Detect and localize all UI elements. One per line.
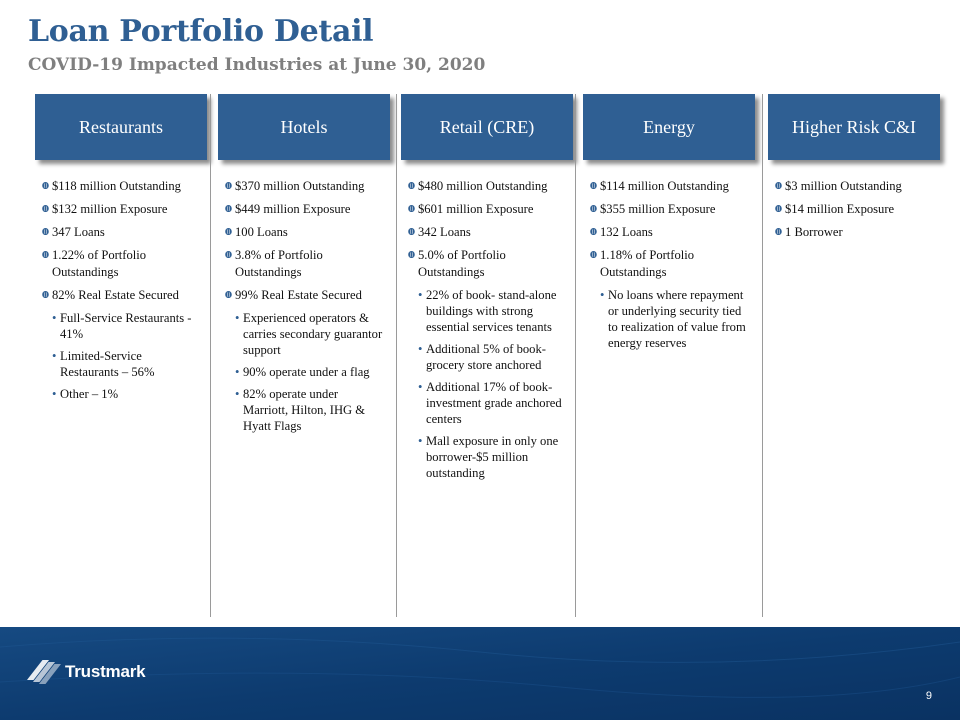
dot-icon: •: [52, 387, 57, 401]
lightbulb-icon: ⓫: [42, 228, 49, 236]
column-divider: [210, 94, 211, 617]
bullet-text: 90% operate under a flag: [243, 365, 370, 379]
dot-icon: •: [600, 288, 605, 302]
bullet-item: [225, 224, 385, 241]
dot-icon: •: [418, 434, 423, 448]
bullet-text: 3.8% of Portfolio Outstandings: [235, 248, 323, 279]
bullet-text: Limited-Service Restaurants – 56%: [60, 349, 155, 379]
bullet-item: [225, 287, 385, 304]
page-title: Loan Portfolio Detail: [28, 14, 374, 49]
lightbulb-icon: ⓫: [775, 182, 782, 190]
bullet-item: [775, 178, 935, 195]
dot-icon: •: [235, 365, 240, 379]
header-box-restaurants: [35, 94, 207, 160]
header-label: Hotels: [280, 117, 328, 137]
bullet-text: 100 Loans: [235, 225, 288, 239]
header-box-energy: [583, 94, 755, 160]
bullet-item: [408, 201, 568, 218]
bullet-text: No loans where repayment or underlying security tied to realization of value from energy reserves: [608, 288, 746, 350]
bullet-item: [42, 201, 202, 218]
header-label: Retail (CRE): [439, 117, 535, 137]
bullet-item: [408, 247, 568, 281]
bullet-item: [42, 287, 202, 304]
lightbulb-icon: ⓫: [590, 228, 597, 236]
bullet-item: [775, 201, 935, 218]
bullet-text: 82% Real Estate Secured: [52, 288, 179, 302]
lightbulb-icon: ⓫: [42, 291, 49, 299]
bullet-text: Full-Service Restaurants - 41%: [60, 311, 192, 341]
sub-bullet-item: [52, 310, 202, 342]
bullet-text: 99% Real Estate Secured: [235, 288, 362, 302]
bullet-list: [408, 178, 568, 487]
sub-bullet-item: [600, 287, 750, 351]
bullet-text: 1.22% of Portfolio Outstandings: [52, 248, 147, 279]
bullet-list: [775, 178, 935, 247]
lightbulb-icon: ⓫: [590, 182, 597, 190]
lightbulb-icon: ⓫: [225, 182, 232, 190]
bullet-text: $3 million Outstanding: [785, 179, 902, 193]
bullet-text: Experienced operators & carries secondary guarantor support: [243, 311, 383, 357]
bullet-list: [590, 178, 750, 357]
column-divider: [396, 94, 397, 617]
sub-bullet-item: [418, 341, 568, 373]
bullet-item: [590, 178, 750, 195]
bullet-text: $118 million Outstanding: [52, 179, 181, 193]
page-number: 9: [925, 690, 932, 702]
bullet-item: [42, 247, 202, 281]
lightbulb-icon: ⓫: [408, 182, 415, 190]
bullet-text: $449 million Exposure: [235, 202, 351, 216]
trustmark-logo: [27, 657, 145, 687]
column-higher-risk: [768, 94, 940, 239]
trustmark-logo-icon: [27, 657, 61, 687]
dot-icon: •: [235, 387, 240, 401]
bullet-text: 82% operate under Marriott, Hilton, IHG & Hyatt Flags: [243, 387, 366, 433]
column-energy: [583, 94, 755, 350]
bullet-text: Other – 1%: [60, 387, 119, 401]
bullet-item: [225, 247, 385, 281]
dot-icon: •: [418, 288, 423, 302]
bullet-text: 5.0% of Portfolio Outstandings: [418, 248, 506, 279]
sub-bullet-item: [418, 433, 568, 481]
bullet-item: [42, 224, 202, 241]
lightbulb-icon: ⓫: [590, 205, 597, 213]
column-restaurants: [35, 94, 207, 401]
bullet-item: [408, 178, 568, 195]
bullet-text: $14 million Exposure: [785, 202, 895, 216]
bullet-text: Additional 17% of book-investment grade anchored centers: [426, 380, 562, 426]
sub-bullet-item: [235, 386, 385, 434]
bullet-text: $132 million Exposure: [52, 202, 168, 216]
lightbulb-icon: ⓫: [590, 251, 597, 259]
header-box-higher-risk: [768, 94, 940, 160]
bullet-text: 347 Loans: [52, 225, 105, 239]
bullet-text: 1.18% of Portfolio Outstandings: [600, 248, 695, 279]
header-label: Higher Risk C&I: [792, 117, 916, 137]
bullet-text: $480 million Outstanding: [418, 179, 548, 193]
header-box-hotels: [218, 94, 390, 160]
sub-bullet-item: [235, 364, 385, 380]
lightbulb-icon: ⓫: [775, 228, 782, 236]
bullet-text: Additional 5% of book- grocery store anchored: [426, 342, 546, 372]
lightbulb-icon: ⓫: [408, 228, 415, 236]
header-label: Restaurants: [79, 117, 163, 137]
bullet-text: $601 million Exposure: [418, 202, 534, 216]
dot-icon: •: [418, 342, 423, 356]
dot-icon: •: [52, 311, 57, 325]
bullet-text: 132 Loans: [600, 225, 653, 239]
column-retail: [401, 94, 573, 480]
lightbulb-icon: ⓫: [225, 251, 232, 259]
lightbulb-icon: ⓫: [225, 291, 232, 299]
lightbulb-icon: ⓫: [775, 205, 782, 213]
column-divider: [575, 94, 576, 617]
bullet-text: 22% of book- stand-alone buildings with strong essential services tenants: [426, 288, 557, 334]
bullet-item: [590, 224, 750, 241]
bullet-item: [225, 201, 385, 218]
logo-wordmark: Trustmark: [65, 662, 146, 681]
bullet-list: [42, 178, 202, 408]
bullet-item: [590, 201, 750, 218]
lightbulb-icon: ⓫: [42, 251, 49, 259]
lightbulb-icon: ⓫: [42, 205, 49, 213]
lightbulb-icon: ⓫: [225, 228, 232, 236]
lightbulb-icon: ⓫: [408, 205, 415, 213]
bullet-text: $370 million Outstanding: [235, 179, 365, 193]
sub-bullet-item: [418, 287, 568, 335]
sub-bullet-item: [52, 348, 202, 380]
bullet-text: $355 million Exposure: [600, 202, 716, 216]
bullet-item: [775, 224, 935, 241]
sub-bullet-item: [235, 310, 385, 358]
bullet-text: Mall exposure in only one borrower-$5 million outstanding: [426, 434, 559, 480]
sub-bullet-item: [52, 386, 202, 402]
bullet-item: [408, 224, 568, 241]
bullet-list: [225, 178, 385, 440]
dot-icon: •: [52, 349, 57, 363]
bullet-text: 342 Loans: [418, 225, 471, 239]
dot-icon: •: [235, 311, 240, 325]
bullet-text: $114 million Outstanding: [600, 179, 729, 193]
lightbulb-icon: ⓫: [225, 205, 232, 213]
lightbulb-icon: ⓫: [408, 251, 415, 259]
header-label: Energy: [643, 117, 695, 137]
sub-bullet-item: [418, 379, 568, 427]
column-divider: [762, 94, 763, 617]
header-box-retail: [401, 94, 573, 160]
lightbulb-icon: ⓫: [42, 182, 49, 190]
bullet-item: [42, 178, 202, 195]
bullet-item: [590, 247, 750, 281]
column-hotels: [218, 94, 390, 433]
page-subtitle: COVID-19 Impacted Industries at June 30, 2020: [28, 55, 486, 75]
bullet-text: 1 Borrower: [785, 225, 843, 239]
bullet-item: [225, 178, 385, 195]
dot-icon: •: [418, 380, 423, 394]
